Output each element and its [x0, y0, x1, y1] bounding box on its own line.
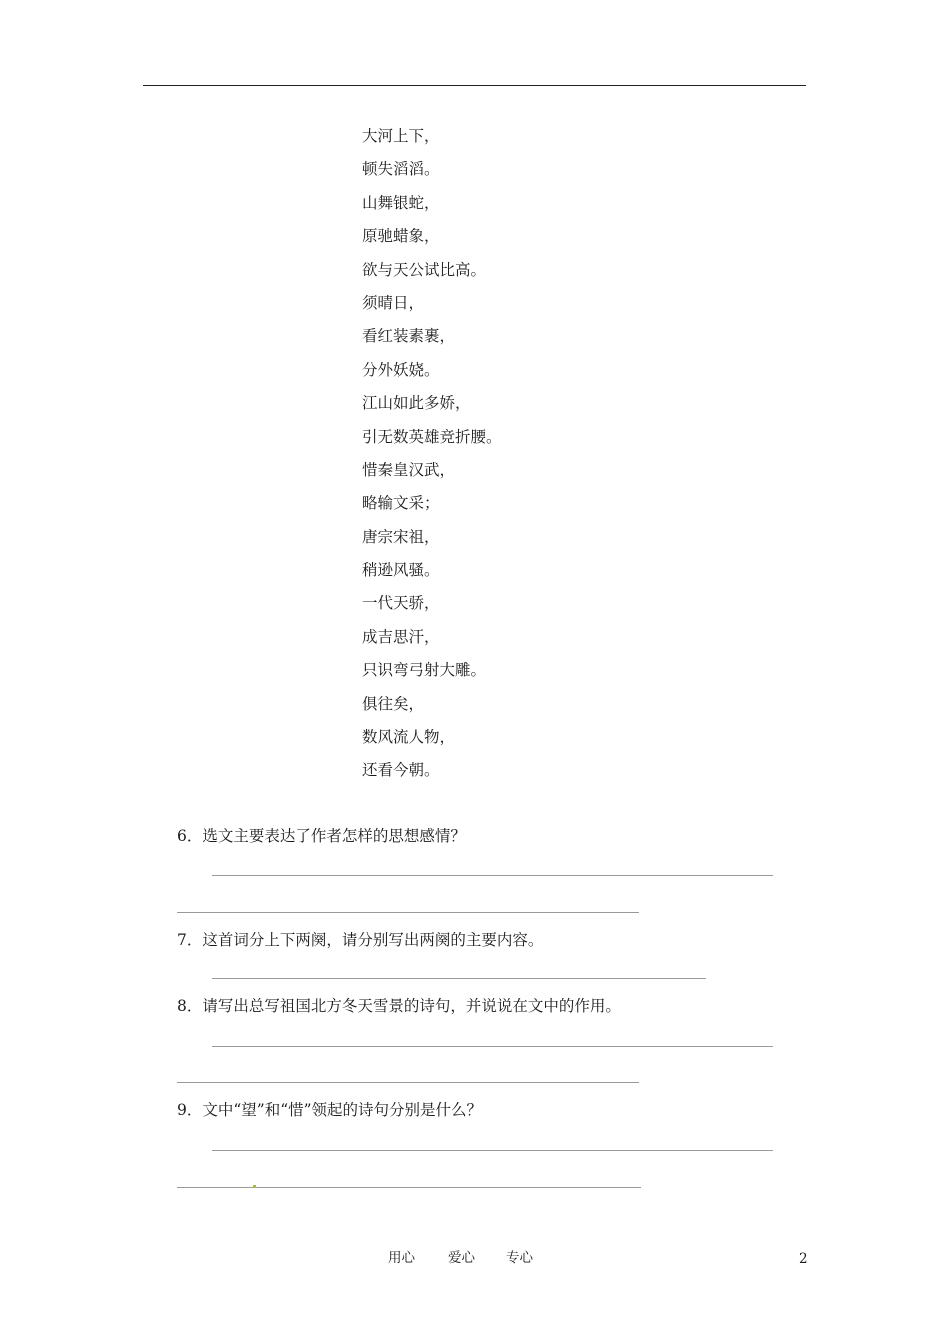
footer-word: 用心	[388, 1250, 415, 1266]
poem-line: 看红装素裹，	[362, 327, 456, 346]
poem-text	[362, 124, 502, 792]
poem-line: 江山如此多娇，	[362, 394, 471, 413]
answer-line-7[interactable]	[212, 978, 706, 979]
poem-line: 唐宗宋祖，	[362, 527, 440, 546]
footer-word: 爱心	[448, 1250, 475, 1266]
question-7: 7．这首词分上下两阕，请分别写出两阕的主要内容。	[177, 931, 544, 949]
question-6: 6．选文主要表达了作者怎样的思想感情？	[177, 827, 466, 845]
poem-line: 大河上下，	[362, 127, 440, 145]
poem-line: 成吉思汗，	[362, 627, 440, 646]
poem-line: 俱往矣，	[362, 694, 425, 713]
answer-line-8b[interactable]	[177, 1082, 639, 1083]
poem-line: 引无数英雄竞折腰。	[362, 427, 502, 446]
poem-line: 还看今朝。	[362, 761, 440, 780]
poem-line: 欲与天公试比高。	[362, 260, 487, 279]
poem-line: 原驰蜡象，	[362, 227, 440, 246]
poem-line: 一代天骄，	[362, 594, 440, 613]
poem-line: 数风流人物，	[362, 728, 456, 747]
poem-line: 只识弯弓射大雕。	[362, 661, 487, 680]
question-9: 9．文中“望”和“惜”领起的诗句分别是什么？	[177, 1101, 483, 1119]
page-number: 2	[799, 1251, 808, 1267]
header-rule	[143, 85, 806, 86]
poem-line: 稍逊风骚。	[362, 561, 440, 580]
poem-line: 须晴日，	[362, 293, 425, 312]
answer-line-8a[interactable]	[212, 1046, 773, 1047]
poem-line: 略输文采；	[362, 494, 440, 513]
poem-line: 山舞银蛇，	[362, 193, 440, 212]
footer-word: 专心	[506, 1250, 533, 1266]
answer-line-6a[interactable]	[212, 875, 773, 876]
question-8: 8．请写出总写祖国北方冬天雪景的诗句，并说说在文中的作用。	[177, 997, 621, 1015]
footer-motto	[388, 1248, 533, 1268]
answer-line-9b[interactable]	[177, 1187, 641, 1188]
poem-line: 惜秦皇汉武，	[362, 460, 456, 479]
answer-line-6b[interactable]	[177, 912, 639, 913]
stray-mark	[253, 1185, 256, 1188]
poem-line: 顿失滔滔。	[362, 160, 440, 179]
poem-line: 分外妖娆。	[362, 360, 440, 379]
answer-line-9a[interactable]	[212, 1150, 773, 1151]
